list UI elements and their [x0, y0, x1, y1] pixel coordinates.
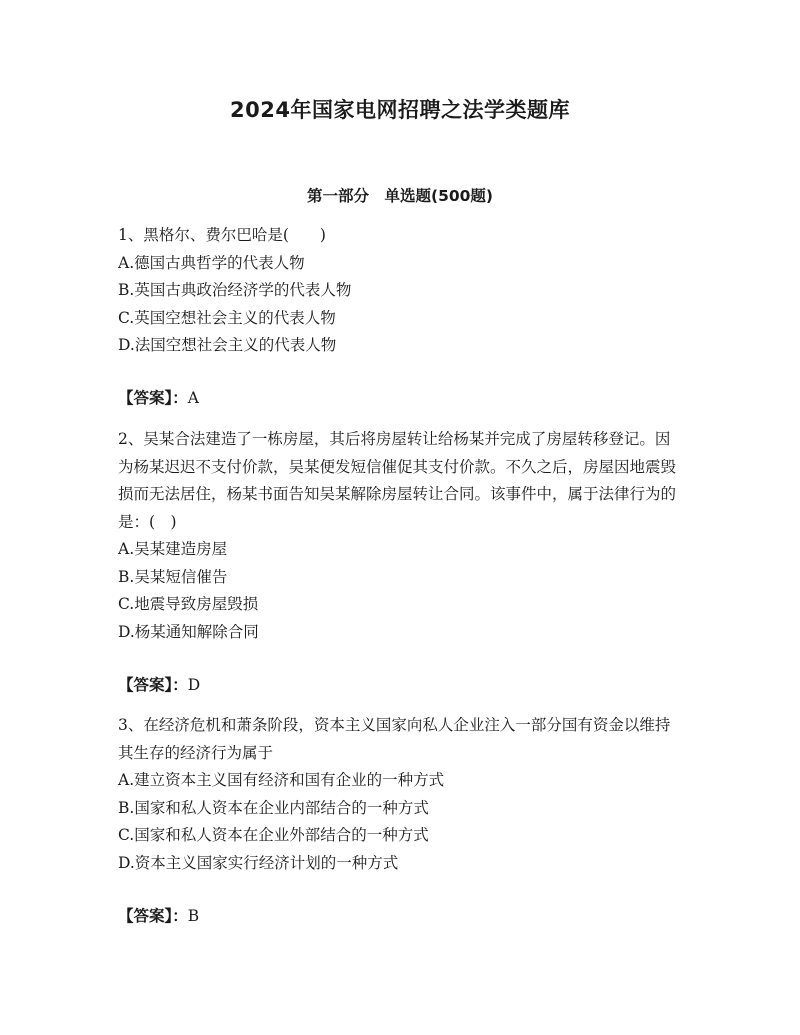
- answer-separator: ：: [172, 907, 188, 925]
- question-stem: 2、吴某合法建造了一栋房屋，其后将房屋转让给杨某并完成了房屋转移登记。因为杨某迟迟不支付价款，吴某便发短信催促其支付价款。不久之后，房屋因地震毁损而无法居住，杨某书面告知吴某解除房屋转让合同。该事件中，属于法律行为的是：( ): [118, 430, 677, 531]
- option-a: A.吴某建造房屋: [118, 540, 228, 558]
- option-a: A.德国古典哲学的代表人物: [118, 253, 305, 272]
- document-title: 2024年国家电网招聘之法学类题库: [230, 98, 570, 122]
- question-3: [118, 712, 683, 877]
- question-stem: 3、在经济危机和萧条阶段，资本主义国家向私人企业注入一部分国有资金以维持其生存的经济行为属于: [118, 716, 671, 762]
- answer-value: A: [187, 389, 199, 407]
- section-heading: 第一部分 单选题(500题): [306, 187, 494, 205]
- question-2: [118, 426, 683, 646]
- answer-3: [118, 903, 683, 931]
- option-b: B.英国古典政治经济学的代表人物: [118, 281, 352, 299]
- answer-2: [118, 672, 683, 700]
- option-d: D.资本主义国家实行经济计划的一种方式: [118, 853, 399, 872]
- option-b: B.国家和私人资本在企业内部结合的一种方式: [118, 798, 429, 817]
- question-1: [118, 222, 683, 360]
- answer-separator: ：: [172, 389, 188, 407]
- option-b: B.吴某短信催告: [118, 567, 228, 586]
- answer-value: D: [187, 676, 201, 694]
- option-d: D.杨某通知解除合同: [118, 622, 259, 641]
- answer-label: 【答案】: [118, 907, 173, 925]
- answer-label: 【答案】: [118, 389, 173, 407]
- option-c: C.地震导致房屋毁损: [118, 595, 259, 613]
- answer-separator: ：: [172, 676, 188, 694]
- answer-value: B: [187, 907, 200, 925]
- option-d: D.法国空想社会主义的代表人物: [118, 336, 337, 354]
- option-a: A.建立资本主义国有经济和国有企业的一种方式: [118, 771, 445, 789]
- answer-1: [118, 385, 683, 413]
- option-c: C.英国空想社会主义的代表人物: [118, 308, 336, 327]
- question-stem: 1、黑格尔、费尔巴哈是( ): [118, 226, 326, 244]
- answer-label: 【答案】: [118, 676, 173, 694]
- option-c: C.国家和私人资本在企业外部结合的一种方式: [118, 826, 429, 844]
